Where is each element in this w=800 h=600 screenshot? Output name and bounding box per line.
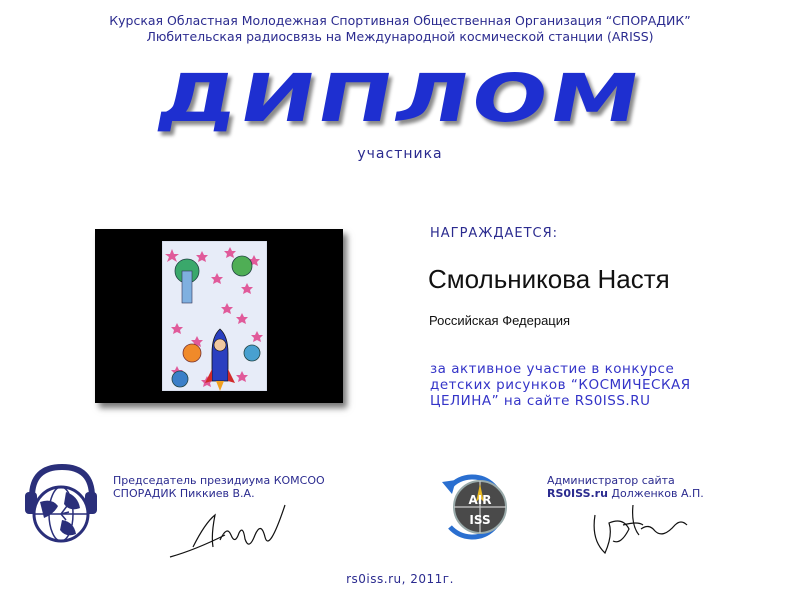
org-name-line2: Любительская радиосвязь на Международной космической станции (ARISS): [146, 29, 654, 44]
recipient-name: Смольникова Настя: [428, 264, 670, 294]
footer-site-year: rs0iss.ru, 2011г.: [346, 572, 454, 586]
chairman-title: Председатель президиума КОМСОО: [113, 474, 325, 487]
chairman-signature: [165, 495, 295, 565]
diploma-title: ДИПЛОМ: [151, 60, 649, 137]
rocket-drawing-image: [162, 241, 267, 391]
chairman-name: СПОРАДИК Пиккиев В.А.: [113, 487, 255, 500]
admin-title: Администратор сайта: [547, 474, 675, 487]
award-reason: [430, 361, 691, 409]
drawing-photo: [95, 229, 343, 403]
diploma-subtitle: участника: [357, 146, 443, 162]
recipient-country: Российская Федерация: [429, 313, 571, 328]
ariss-logo-air: AIR: [468, 493, 492, 507]
org-name-line1: Курская Областная Молодежная Спортивная Общественная Организация “СПОРАДИК”: [109, 13, 691, 28]
admin-site: RS0ISS.ru: [547, 487, 608, 500]
ariss-logo: [430, 462, 525, 550]
admin-signature: [583, 495, 693, 560]
award-reason-line3: ЦЕЛИНА” на сайте RS0ISS.RU: [430, 393, 651, 409]
award-reason-line1: за активное участие в конкурсе: [430, 361, 675, 377]
sporadik-globe-logo: [22, 462, 100, 552]
ariss-logo-iss: ISS: [469, 513, 491, 527]
award-reason-line2: детских рисунков “КОСМИЧЕСКАЯ: [430, 377, 691, 393]
admin-name: Долженков А.П.: [607, 487, 704, 500]
awarded-label: НАГРАЖДАЕТСЯ:: [430, 226, 559, 241]
